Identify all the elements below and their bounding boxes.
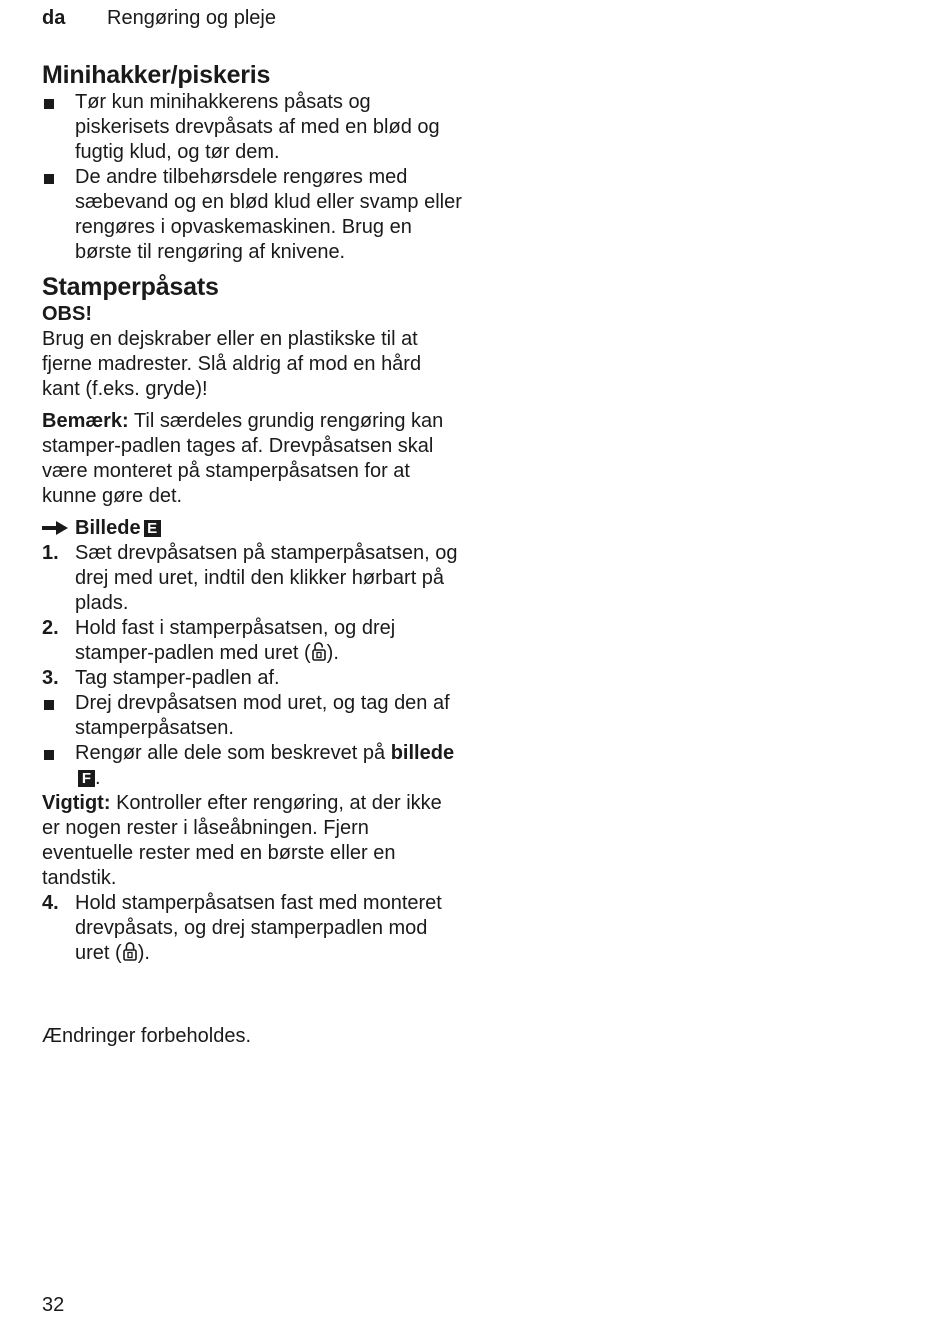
figure-label: billede xyxy=(390,742,455,764)
step-number: 1. xyxy=(42,542,59,564)
page-number: 32 xyxy=(42,1294,65,1316)
step-item xyxy=(42,616,462,666)
step-text-end: ). xyxy=(137,942,150,964)
note-label: Bemærk: xyxy=(42,410,129,432)
bullet-text: Rengør alle dele som beskrevet på xyxy=(75,742,391,764)
figure-letter-badge: F xyxy=(78,770,95,787)
bullet-text: De andre tilbehørsdele rengøres med sæbevand og en blød klud eller svamp eller rengøres i opvaskemaskinen. Brug en børste til rengøring af knivene. xyxy=(75,166,462,263)
note-paragraph xyxy=(42,409,462,509)
heading-stamperpasats: Stamperpåsats xyxy=(42,273,219,301)
step-text: Tag stamper-padlen af. xyxy=(75,667,280,689)
step-item xyxy=(42,891,462,966)
bullet-square-icon xyxy=(44,174,54,184)
arrow-right-icon xyxy=(42,521,68,535)
figure-letter-badge: E xyxy=(144,520,161,537)
bullet-text: Tør kun minihakkerens påsats og piskerisets drevpåsats af med en blød og fugtig klud, og tør dem. xyxy=(75,91,440,163)
obs-label: OBS! xyxy=(42,303,92,325)
bullet-text-end: . xyxy=(95,767,101,789)
bullet-text: Drej drevpåsatsen mod uret, og tag den af stamperpåsatsen. xyxy=(75,692,450,739)
step-number: 4. xyxy=(42,892,59,914)
bullet-item xyxy=(42,165,462,265)
unlock-icon xyxy=(311,641,327,661)
step-text: Hold stamperpåsatsen fast med monteret drevpåsats, og drej stamperpadlen mod uret ( xyxy=(75,892,442,964)
section-title: Rengøring og pleje xyxy=(107,7,276,29)
important-text: Kontroller efter rengøring, at der ikke er nogen rester i låseåbningen. Fjern eventuelle rester med en børste eller en tandstik. xyxy=(42,792,442,889)
important-paragraph xyxy=(42,791,462,891)
figure-label: Billede xyxy=(75,517,141,539)
step-number: 2. xyxy=(42,617,59,639)
step-text: Hold fast i stamperpåsatsen, og drej stamper-padlen med uret ( xyxy=(75,617,396,664)
bullet-square-icon xyxy=(44,99,54,109)
heading-minihakker: Minihakker/piskeris xyxy=(42,61,271,89)
language-code: da xyxy=(42,7,66,29)
obs-text: Brug en dejskraber eller en plastikske til at fjerne madrester. Slå aldrig af mod en hård kant (f.eks. gryde)! xyxy=(42,328,422,400)
important-label: Vigtigt: xyxy=(42,792,111,814)
step-item xyxy=(42,666,462,691)
bullet-item xyxy=(42,741,462,791)
bullet-item xyxy=(42,691,462,741)
lock-icon xyxy=(122,941,138,961)
bullet-square-icon xyxy=(44,700,54,710)
step-text: Sæt drevpåsatsen på stamperpåsatsen, og drej med uret, indtil den klikker hørbart på plads. xyxy=(75,542,458,614)
changes-reserved-note: Ændringer forbeholdes. xyxy=(42,1025,252,1047)
bullet-item xyxy=(42,90,462,165)
step-item xyxy=(42,541,462,616)
figure-reference xyxy=(42,516,462,541)
step-text-end: ). xyxy=(326,642,339,664)
main-column xyxy=(42,60,462,966)
note-text: Til særdeles grundig rengøring kan stamper-padlen tages af. Drevpåsatsen skal være monteret på stamperpåsatsen for at kunne gøre det. xyxy=(42,410,444,507)
step-number: 3. xyxy=(42,667,59,689)
bullet-square-icon xyxy=(44,750,54,760)
